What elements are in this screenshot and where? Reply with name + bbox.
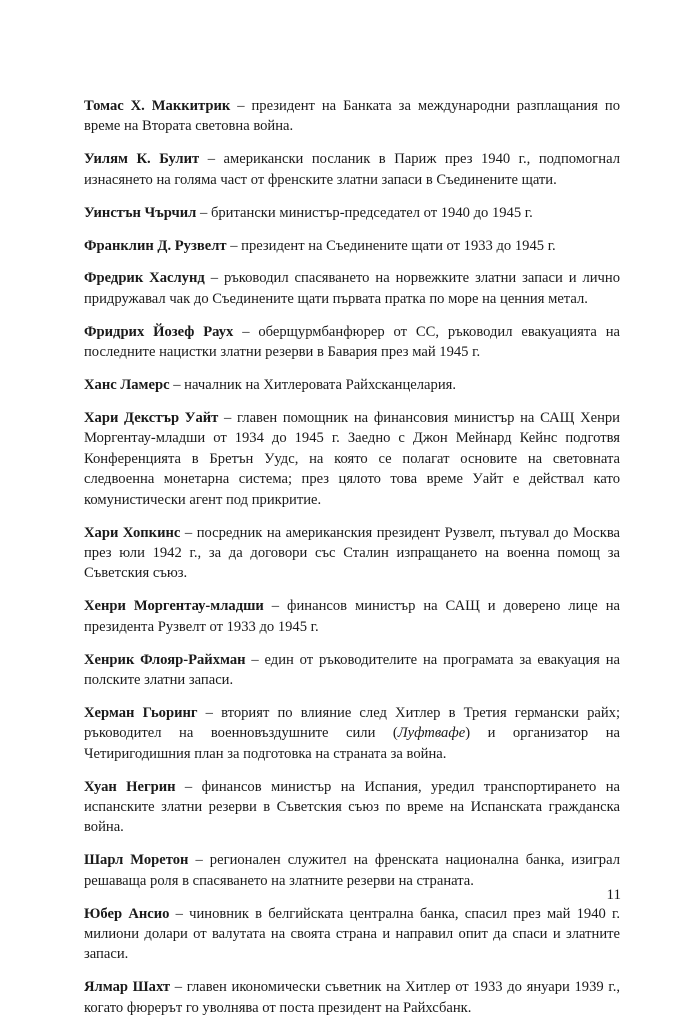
- entry-name: Хуан Негрин: [84, 778, 176, 795]
- glossary-entry: [84, 236, 620, 256]
- entry-description: – американски посланик в Париж през 1940 г., подпомогнал изнасянето на голяма част от френските златни запаси в Съединените щати.: [84, 151, 620, 188]
- italic-term: Луфтвафе: [397, 725, 466, 742]
- entry-description: – британски министър-председател от 1940 до 1945 г.: [196, 204, 533, 221]
- glossary-entry: [84, 904, 620, 965]
- glossary-entry: [84, 850, 620, 891]
- glossary-entry: [84, 203, 620, 223]
- entry-name: Шарл Моретон: [84, 852, 189, 869]
- entry-name: Уинстън Чърчил: [84, 204, 197, 221]
- glossary-entry: [84, 96, 620, 137]
- glossary-entry: [84, 375, 620, 395]
- glossary-entry: [84, 408, 620, 510]
- entry-name: Томас Х. Маккитрик: [84, 98, 231, 114]
- entry-description: – финансов министър на САЩ и доверено лице на президента Рузвелт от 1933 до 1945 г.: [84, 598, 620, 635]
- entry-name: Хари Декстър Уайт: [84, 409, 219, 426]
- entry-name: Франклин Д. Рузвелт: [84, 237, 227, 254]
- glossary-entry: [84, 777, 620, 838]
- entry-name: Фредрик Хаслунд: [84, 270, 205, 287]
- glossary-entry: [84, 523, 620, 584]
- entry-description: – един от ръководителите на програмата за евакуация на полските златни запаси.: [84, 651, 621, 688]
- entry-description: – главен помощник на финансовия министър на САЩ Хенри Моргентау-младши от 1934 до 1945 г. Заедно с Джон Мейнард Кейнс подготвя Конференцията в Бретън Уудс, на която се полагат основите на световната следвоенна монетарна система; през цялото това време Уайт е действал като комунистически агент под прикритие.: [84, 409, 620, 508]
- entry-name: Ялмар Шахт: [84, 979, 171, 996]
- glossary-entry: [84, 322, 620, 363]
- entry-description: – чиновник в белгийската централна банка, спасил през май 1940 г. милиони долари от валутата на своята страна и направил опит да спаси и златните запаси.: [84, 905, 620, 963]
- entry-name: Фридрих Йозеф Раух: [84, 323, 234, 340]
- entry-name: Уилям К. Булит: [84, 151, 200, 168]
- entry-description: – оберщурмбанфюрер от СС, ръководил евакуацията на последните нацистки златни резерви в Бавария през май 1945 г.: [84, 323, 621, 361]
- entry-name: Хари Хопкинс: [84, 524, 181, 541]
- glossary-entry: [84, 703, 620, 764]
- entry-description: – финансов министър на Испания, уредил транспортирането на испанските златни резерви в Съветския съюз по време на Испанската гражданска война.: [84, 778, 620, 836]
- glossary-entry: [84, 149, 620, 190]
- entry-description: – ръководил спасяването на норвежките златни запаси и лично придружавал чак до Съединените щати първата пратка по море на ценния метал.: [84, 270, 620, 307]
- entry-description-part: – вторият по влияние след Хитлер в Третия германски райх; ръководител на военновъздушните сили (: [84, 704, 621, 742]
- entry-name: Хенри Моргентау-младши: [84, 598, 264, 615]
- entry-name: Ханс Ламерс: [84, 377, 170, 394]
- entry-description: – президент на Съединените щати от 1933 до 1945 г.: [226, 237, 556, 254]
- glossary-list: [84, 96, 620, 1031]
- entry-description: – президент на Банката за международни разплащания по време на Втората световна война.: [84, 98, 620, 135]
- entry-name: Хенрик Флояр-Райхман: [84, 651, 246, 668]
- entry-description: – регионален служител на френската национална банка, изиграл решаваща роля в спасяването на златните резерви на страната.: [84, 852, 620, 889]
- entry-description-part: ) и организатор на Четиригодишния план за подготовка на страната за война.: [84, 725, 620, 762]
- page-number: 11: [606, 887, 621, 903]
- entry-description: – главен икономически съветник на Хитлер от 1933 до януари 1939 г., когато фюрерът го уволнява от поста президент на Райхсбанк.: [84, 979, 621, 1016]
- glossary-entry: [84, 596, 620, 637]
- entry-name: Юбер Ансио: [84, 905, 170, 922]
- glossary-entry: [84, 650, 620, 691]
- entry-description: – началник на Хитлеровата Райхсканцелария.: [169, 377, 457, 394]
- glossary-entry: [84, 268, 620, 309]
- entry-description: – посредник на американския президент Рузвелт, пътувал до Москва през юли 1942 г., за да договори със Сталин изпращането на военна помощ за Съветския съюз.: [84, 524, 620, 582]
- glossary-entry: [84, 977, 620, 1018]
- entry-name: Херман Гьоринг: [84, 704, 198, 721]
